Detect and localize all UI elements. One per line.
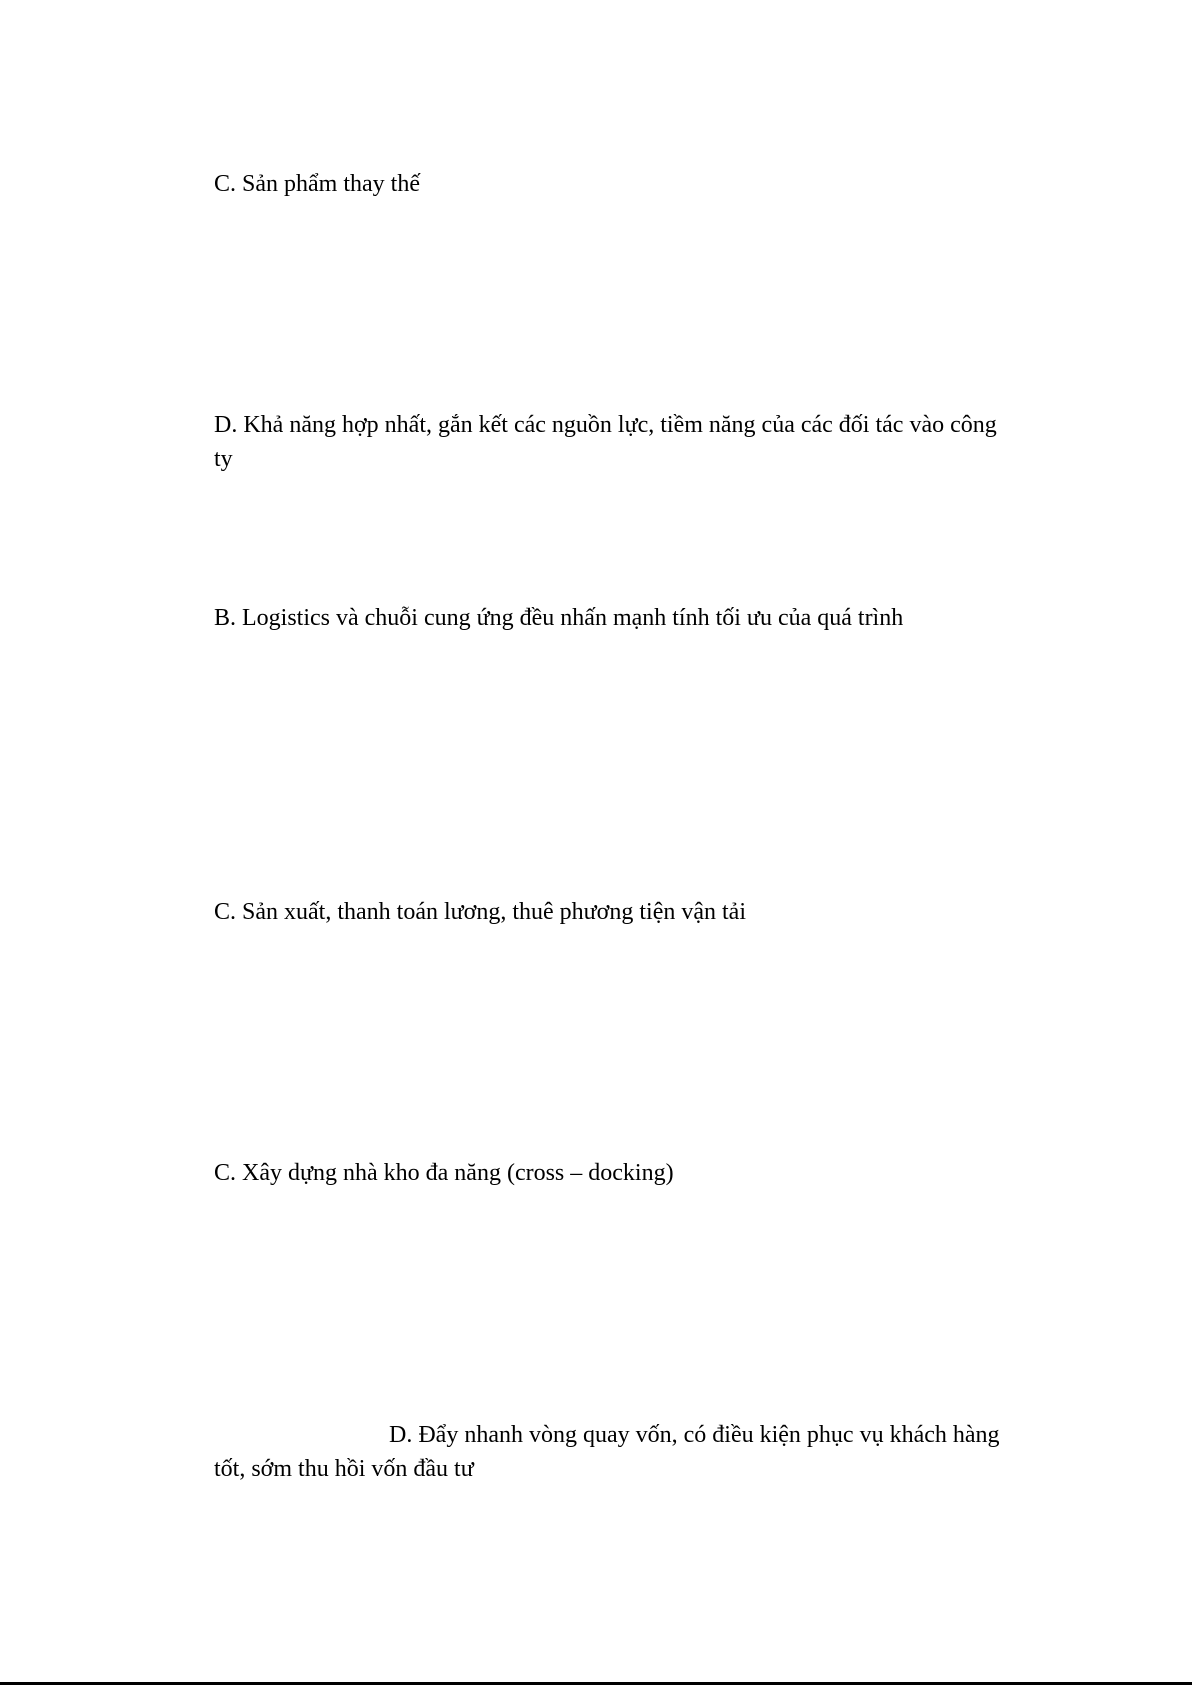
answer-option: D. Khả năng hợp nhất, gắn kết các nguồn lực, tiềm năng của các đối tác vào công ty: [214, 412, 997, 472]
answer-option: C. Xây dựng nhà kho đa năng (cross – docking): [214, 1160, 674, 1186]
answer-option-text: D. Đẩy nhanh vòng quay vốn, có điều kiện phục vụ khách hàng tốt, sớm thu hồi vốn đầu tư: [214, 1422, 1000, 1482]
answer-option: C. Sản phẩm thay thế: [214, 171, 420, 197]
answer-option: B. Logistics và chuỗi cung ứng đều nhấn mạnh tính tối ưu của quá trình: [214, 605, 904, 631]
answer-option: C. Sản xuất, thanh toán lương, thuê phương tiện vận tải: [214, 899, 746, 925]
answer-option-indented: [214, 1418, 1014, 1486]
